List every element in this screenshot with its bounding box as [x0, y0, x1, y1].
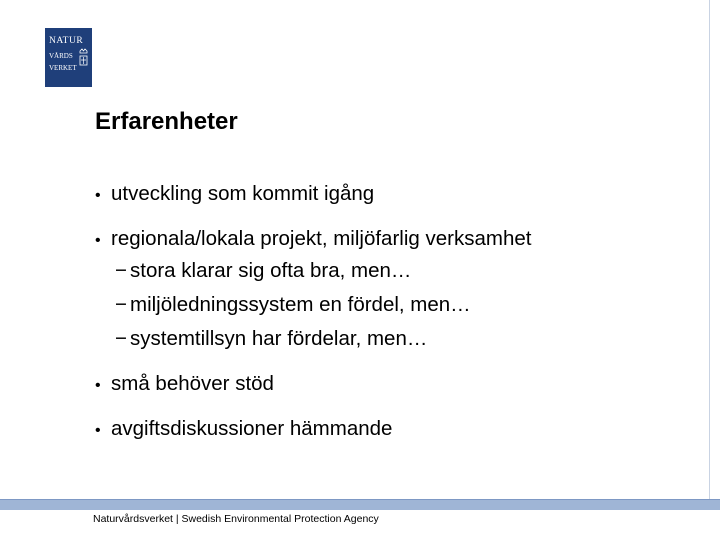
bullet-text: avgiftsdiskussioner hämmande	[111, 417, 393, 440]
bullet-item	[95, 226, 531, 254]
right-border-line	[709, 0, 710, 500]
sub-bullet-dash: −	[115, 259, 127, 282]
sub-bullet-text: miljöledningssystem en fördel, men…	[130, 293, 471, 316]
bullet-dot: •	[95, 377, 101, 394]
bullet-item	[95, 416, 392, 444]
bullet-text: regionala/lokala projekt, miljöfarlig verksamhet	[111, 227, 532, 250]
sub-bullet-item	[115, 326, 427, 352]
bullet-dot: •	[95, 422, 101, 439]
naturvardsverket-logo	[45, 28, 92, 87]
bullet-item	[95, 371, 274, 399]
sub-bullet-item	[115, 258, 411, 284]
logo-text-natur: NATUR	[49, 36, 84, 46]
bullet-dot: •	[95, 187, 101, 204]
crown-crest-icon	[78, 48, 89, 70]
sub-bullet-dash: −	[115, 293, 127, 316]
bullet-text: utveckling som kommit igång	[111, 182, 375, 205]
logo-text-vards: VÅRDS	[49, 52, 73, 60]
bullet-item	[95, 181, 374, 209]
bullet-text: små behöver stöd	[111, 372, 274, 395]
sub-bullet-dash: −	[115, 327, 127, 350]
logo-text-verket: VERKET	[49, 64, 77, 72]
sub-bullet-text: stora klarar sig ofta bra, men…	[130, 259, 412, 282]
slide-title: Erfarenheter	[95, 108, 238, 135]
footer-bar	[0, 500, 720, 510]
sub-bullet-text: systemtillsyn har fördelar, men…	[130, 327, 428, 350]
bullet-dot: •	[95, 232, 101, 249]
sub-bullet-item	[115, 292, 471, 318]
footer-organization-text: Naturvårdsverket | Swedish Environmental Protection Agency	[93, 513, 379, 525]
